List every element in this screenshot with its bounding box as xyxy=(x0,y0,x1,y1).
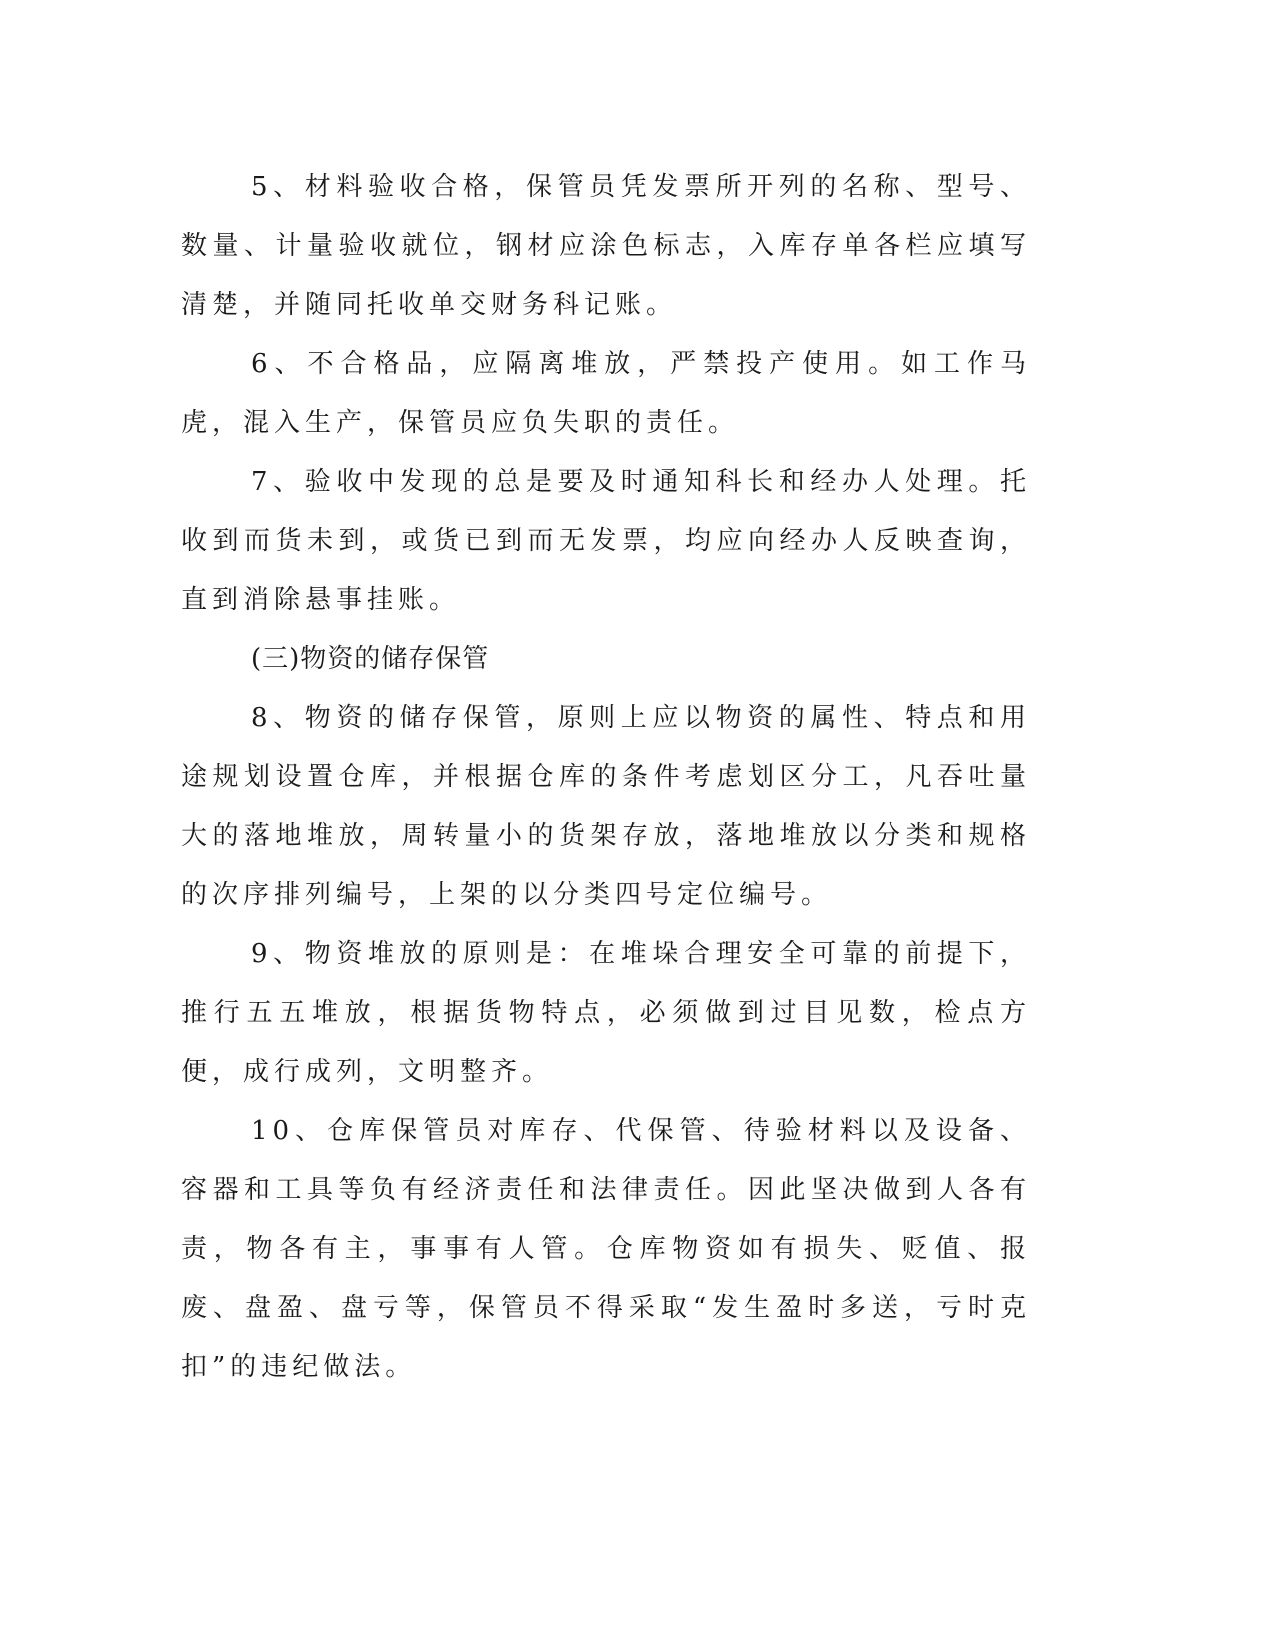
document-body xyxy=(181,158,1031,1397)
paragraph-item-7: 7、验收中发现的总是要及时通知科长和经办人处理。托收到而货未到，或货已到而无发票，均应向经办人反映查询，直到消除悬事挂账。 xyxy=(181,467,1031,615)
paragraph-item-9: 9、物资堆放的原则是：在堆垛合理安全可靠的前提下，推行五五堆放，根据货物特点，必须做到过目见数，检点方便，成行成列，文明整齐。 xyxy=(181,939,1031,1087)
paragraph-item-8: 8、物资的储存保管，原则上应以物资的属性、特点和用途规划设置仓库，并根据仓库的条件考虑划区分工，凡吞吐量大的落地堆放，周转量小的货架存放，落地堆放以分类和规格的次序排列编号，上架的以分类四号定位编号。 xyxy=(181,703,1031,910)
section-heading-storage: (三)物资的储存保管 xyxy=(251,644,490,674)
paragraph-item-10: 10、仓库保管员对库存、代保管、待验材料以及设备、容器和工具等负有经济责任和法律责任。因此坚决做到人各有责，物各有主，事事有人管。仓库物资如有损失、贬值、报废、盘盈、盘亏等，保管员不得采取“发生盈时多送，亏时克扣”的违纪做法。 xyxy=(181,1116,1031,1382)
paragraph-item-5: 5、材料验收合格，保管员凭发票所开列的名称、型号、数量、计量验收就位，钢材应涂色标志，入库存单各栏应填写清楚，并随同托收单交财务科记账。 xyxy=(181,172,1031,320)
paragraph-item-6: 6、不合格品，应隔离堆放，严禁投产使用。如工作马虎，混入生产，保管员应负失职的责任。 xyxy=(181,349,1031,438)
